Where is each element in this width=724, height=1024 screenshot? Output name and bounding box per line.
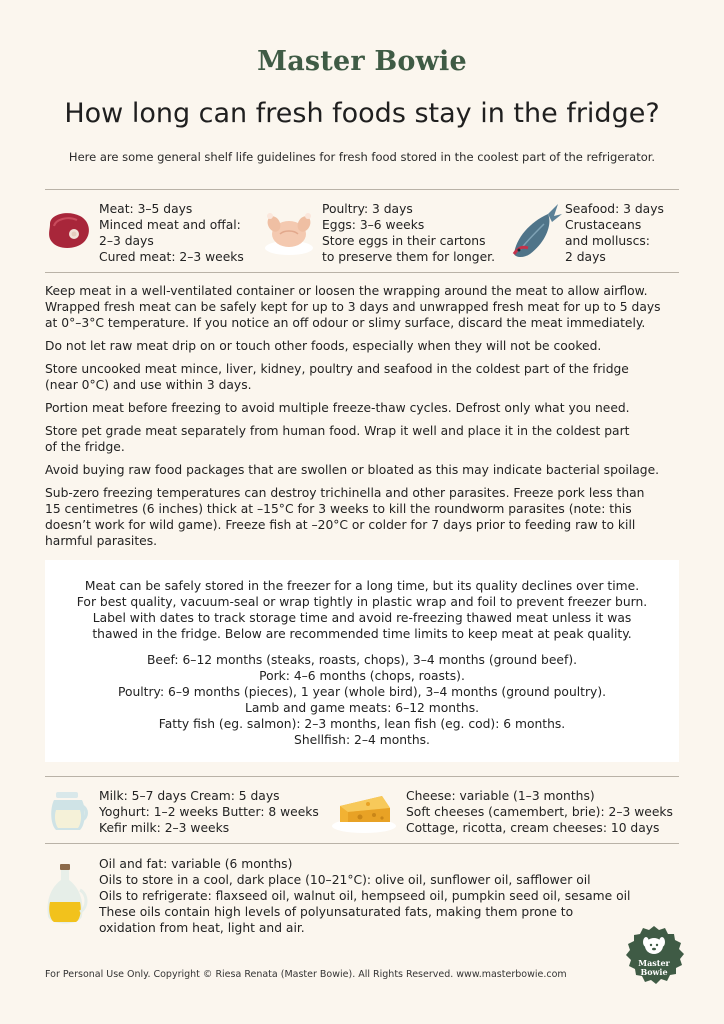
freezer-intro-line: For best quality, vacuum-seal or wrap tightly in plastic wrap and foil to prevent freezer burn. (76, 595, 648, 609)
poultry-line: Store eggs in their cartons (322, 234, 486, 248)
paragraph-line: (near 0°C) and use within 3 days. (45, 378, 252, 392)
paragraph-line: at 0°–3°C temperature. If you notice an off odour or slimy surface, discard the meat immediately. (45, 316, 646, 330)
freezer-intro-line: Label with dates to track storage time and avoid re-freezing thawed meat unless it was (92, 611, 632, 625)
poultry-line: to preserve them for longer. (322, 250, 496, 264)
seafood-line: and molluscs: (565, 234, 650, 248)
seafood-line: Seafood: 3 days (565, 202, 664, 216)
oil-info (99, 856, 630, 936)
page-subtitle: Here are some general shelf life guidelines for fresh food stored in the coolest part of the refrigerator. (68, 150, 656, 164)
paragraph-line: Avoid buying raw food packages that are swollen or bloated as this may indicate bacterial spoilage. (45, 463, 660, 477)
master-bowie-badge-icon (622, 924, 686, 988)
meat-line: Minced meat and offal: (99, 218, 241, 232)
page-title: How long can fresh foods stay in the fridge? (64, 98, 660, 129)
paragraph-portion (45, 400, 685, 416)
meat-line: Cured meat: 2–3 weeks (99, 250, 244, 264)
paragraph-swollen (45, 462, 685, 478)
paragraph-line: Portion meat before freezing to avoid multiple freeze-thaw cycles. Defrost only what you need. (45, 401, 630, 415)
oil-line: oxidation from heat, light and air. (99, 921, 305, 935)
fish-icon (508, 202, 562, 262)
paragraph-line: Wrapped fresh meat can be safely kept for up to 3 days and unwrapped fresh meat for up to 5 days (45, 300, 661, 314)
milk-line: Yoghurt: 1–2 weeks Butter: 8 weeks (99, 805, 319, 819)
paragraph-drip (45, 338, 685, 354)
paragraph-line: Do not let raw meat drip on or touch other foods, especially when they will not be cooked. (45, 339, 602, 353)
paragraph-line: doesn’t work for wild game). Freeze fish at –20°C or colder for 7 days prior to feeding raw to kill (45, 518, 636, 532)
oil-line: Oils to refrigerate: flaxseed oil, walnut oil, hempseed oil, pumpkin seed oil, sesame oil (99, 889, 631, 903)
badge-label (622, 959, 686, 977)
cheese-line: Soft cheeses (camembert, brie): 2–3 weeks (406, 805, 673, 819)
chicken-icon (262, 204, 316, 258)
brand-logo-text: Master Bowie (257, 46, 467, 77)
paragraph-line: harmful parasites. (45, 534, 158, 548)
freezer-box (45, 560, 679, 762)
freezer-intro (45, 578, 679, 642)
paragraph-coldest-part (45, 361, 685, 393)
freezer-limit-item: Poultry: 6–9 months (pieces), 1 year (whole bird), 3–4 months (ground poultry). (117, 685, 607, 699)
paragraph-parasites (45, 485, 685, 549)
divider-top (45, 189, 679, 190)
meat-line: 2–3 days (99, 234, 154, 248)
cheese-icon (330, 788, 398, 834)
freezer-limits-list (45, 652, 679, 748)
divider-top-row-bottom (45, 272, 679, 273)
milk-info (99, 788, 319, 836)
copyright-footer: For Personal Use Only. Copyright © Riesa Renata (Master Bowie). All Rights Reserved. www.masterbowie.com (45, 969, 567, 980)
paragraph-line: Sub-zero freezing temperatures can destroy trichinella and other parasites. Freeze pork less than (45, 486, 645, 500)
freezer-limit-item: Pork: 4–6 months (chops, roasts). (259, 669, 465, 683)
seafood-line: 2 days (565, 250, 606, 264)
paragraph-pet-grade (45, 423, 685, 455)
seafood-info (565, 201, 664, 265)
freezer-limit-item: Fatty fish (eg. salmon): 2–3 months, lean fish (eg. cod): 6 months. (158, 717, 566, 731)
oil-line: Oils to store in a cool, dark place (10–21°C): olive oil, sunflower oil, safflower oil (99, 873, 591, 887)
milk-jar-icon (48, 790, 88, 834)
badge-label-line: Master (638, 958, 670, 968)
freezer-intro-line: thawed in the fridge. Below are recommended time limits to keep meat at peak quality. (92, 627, 632, 641)
paragraph-ventilation (45, 283, 685, 331)
paragraph-line: 15 centimetres (6 inches) thick at –15°C for 3 weeks to kill the roundworm parasites (note: this (45, 502, 632, 516)
divider-dairy-bottom (45, 843, 679, 844)
oil-bottle-icon (42, 862, 88, 930)
cheese-line: Cheese: variable (1–3 months) (406, 789, 595, 803)
paragraph-line: Store uncooked meat mince, liver, kidney, poultry and seafood in the coldest part of the fridge (45, 362, 629, 376)
poultry-info (322, 201, 495, 265)
cheese-line: Cottage, ricotta, cream cheeses: 10 days (406, 821, 660, 835)
meat-line: Meat: 3–5 days (99, 202, 193, 216)
badge-label-line: Bowie (640, 967, 668, 977)
meat-info (99, 201, 244, 265)
paragraph-line: of the fridge. (45, 440, 125, 454)
oil-line: Oil and fat: variable (6 months) (99, 857, 293, 871)
poultry-line: Eggs: 3–6 weeks (322, 218, 425, 232)
milk-line: Milk: 5–7 days Cream: 5 days (99, 789, 280, 803)
cheese-info (406, 788, 673, 836)
freezer-limit-item: Shellfish: 2–4 months. (294, 733, 430, 747)
paragraph-line: Store pet grade meat separately from human food. Wrap it well and place it in the coldest part (45, 424, 630, 438)
oil-line: These oils contain high levels of polyunsaturated fats, making them prone to (99, 905, 574, 919)
freezer-limit-item: Beef: 6–12 months (steaks, roasts, chops), 3–4 months (ground beef). (146, 653, 578, 667)
milk-line: Kefir milk: 2–3 weeks (99, 821, 230, 835)
poultry-line: Poultry: 3 days (322, 202, 413, 216)
freezer-intro-line: Meat can be safely stored in the freezer for a long time, but its quality declines over time. (84, 579, 640, 593)
seafood-line: Crustaceans (565, 218, 642, 232)
freezer-limit-item: Lamb and game meats: 6–12 months. (244, 701, 480, 715)
divider-dairy-top (45, 776, 679, 777)
steak-icon (44, 208, 94, 252)
paragraph-line: Keep meat in a well-ventilated container or loosen the wrapping around the meat to allow airflow. (45, 284, 648, 298)
